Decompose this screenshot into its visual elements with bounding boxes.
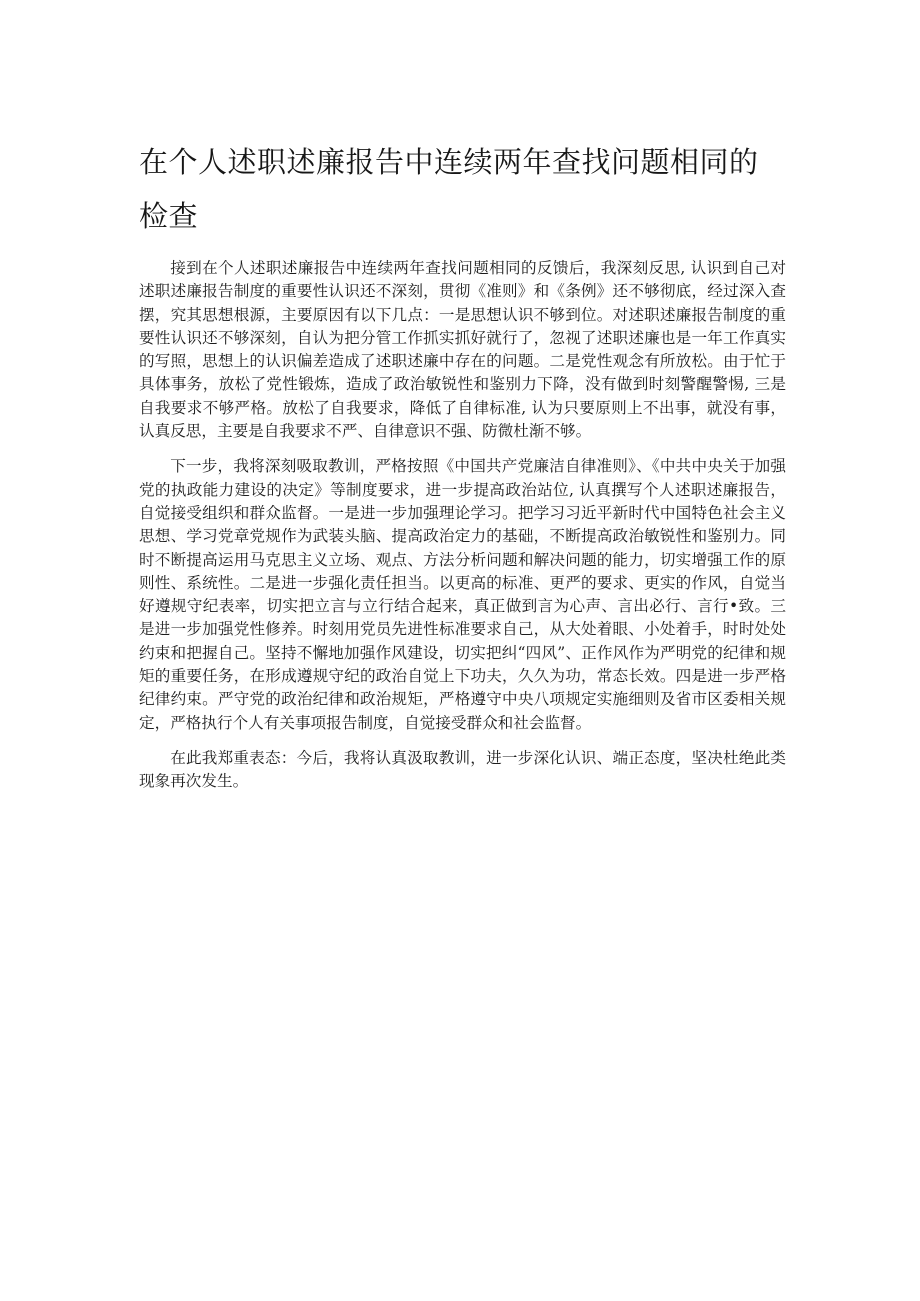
paragraph-reflection: 接到在个人述职述廉报告中连续两年查找问题相同的反馈后，我深刻反思, 认识到自己对述职述廉报告制度的重要性认识还不深刻，贯彻《准则》和《条例》还不够彻底，经过深入查摆，究其思想根源，主要原因有以下几点：一是思想认识不够到位。对述职述廉报告制度的重要性认识还不够深刻，自认为把分管工作抓实抓好就行了，忽视了述职述廉也是一年工作真实的写照，思想上的认识偏差造成了述职述廉中存在的问题。二是党性观念有所放松。由于忙于具体事务，放松了党性锻炼，造成了政治敏锐性和鉴别力下降，没有做到时刻警醒警惕, 三是自我要求不够严格。放松了自我要求，降低了自律标准, 认为只要原则上不出事，就没有事，认真反思，主要是自我要求不严、自律意识不强、防微杜渐不够。 <box>139 259 786 441</box>
paragraph-next-steps: 下一步，我将深刻吸取教训，严格按照《中国共产党廉洁自律准则》、《中共中央关于加强党的执政能力建设的决定》等制度要求，进一步提高政治站位, 认真撰写个人述职述廉报告，自觉接受组织和群众监督。一是进一步加强理论学习。把学习习近平新时代中国特色社会主义思想、学习党章党规作为武装头脑、提高政治定力的基础，不断提高政治敏锐性和鉴别力。同时不断提高运用马克思主义立场、观点、方法分析问题和解决问题的能力，切实增强工作的原则性、系统性。二是进一步强化责任担当。以更高的标准、更严的要求、更实的作风，自觉当好遵规守纪表率，切实把立言与立行结合起来，真正做到言为心声、言出必行、言行•致。三是进一步加强党性修养。时刻用党员先进性标准要求自己，从大处着眼、小处着手，时时处处约束和把握自己。坚持不懈地加强作风建设，切实把纠“四风”、正作风作为严明党的纪律和规矩的重要任务，在形成遵规守纪的政治自觉上下功夫，久久为功，常态长效。四是进一步严格纪律约束。严守党的政治纪律和政治规矩，严格遵守中央八项规定实施细则及省市区委相关规定，严格执行个人有关事项报告制度，自觉接受群众和社会监督。 <box>139 457 786 732</box>
document-title: 在个人述职述廉报告中连续两年查找问题相同的检查 <box>139 145 759 233</box>
document-page <box>139 135 786 806</box>
paragraph-pledge: 在此我郑重表态：今后，我将认真汲取教训，进一步深化认识、端正态度，坚决杜绝此类现象再次发生。 <box>139 748 786 791</box>
